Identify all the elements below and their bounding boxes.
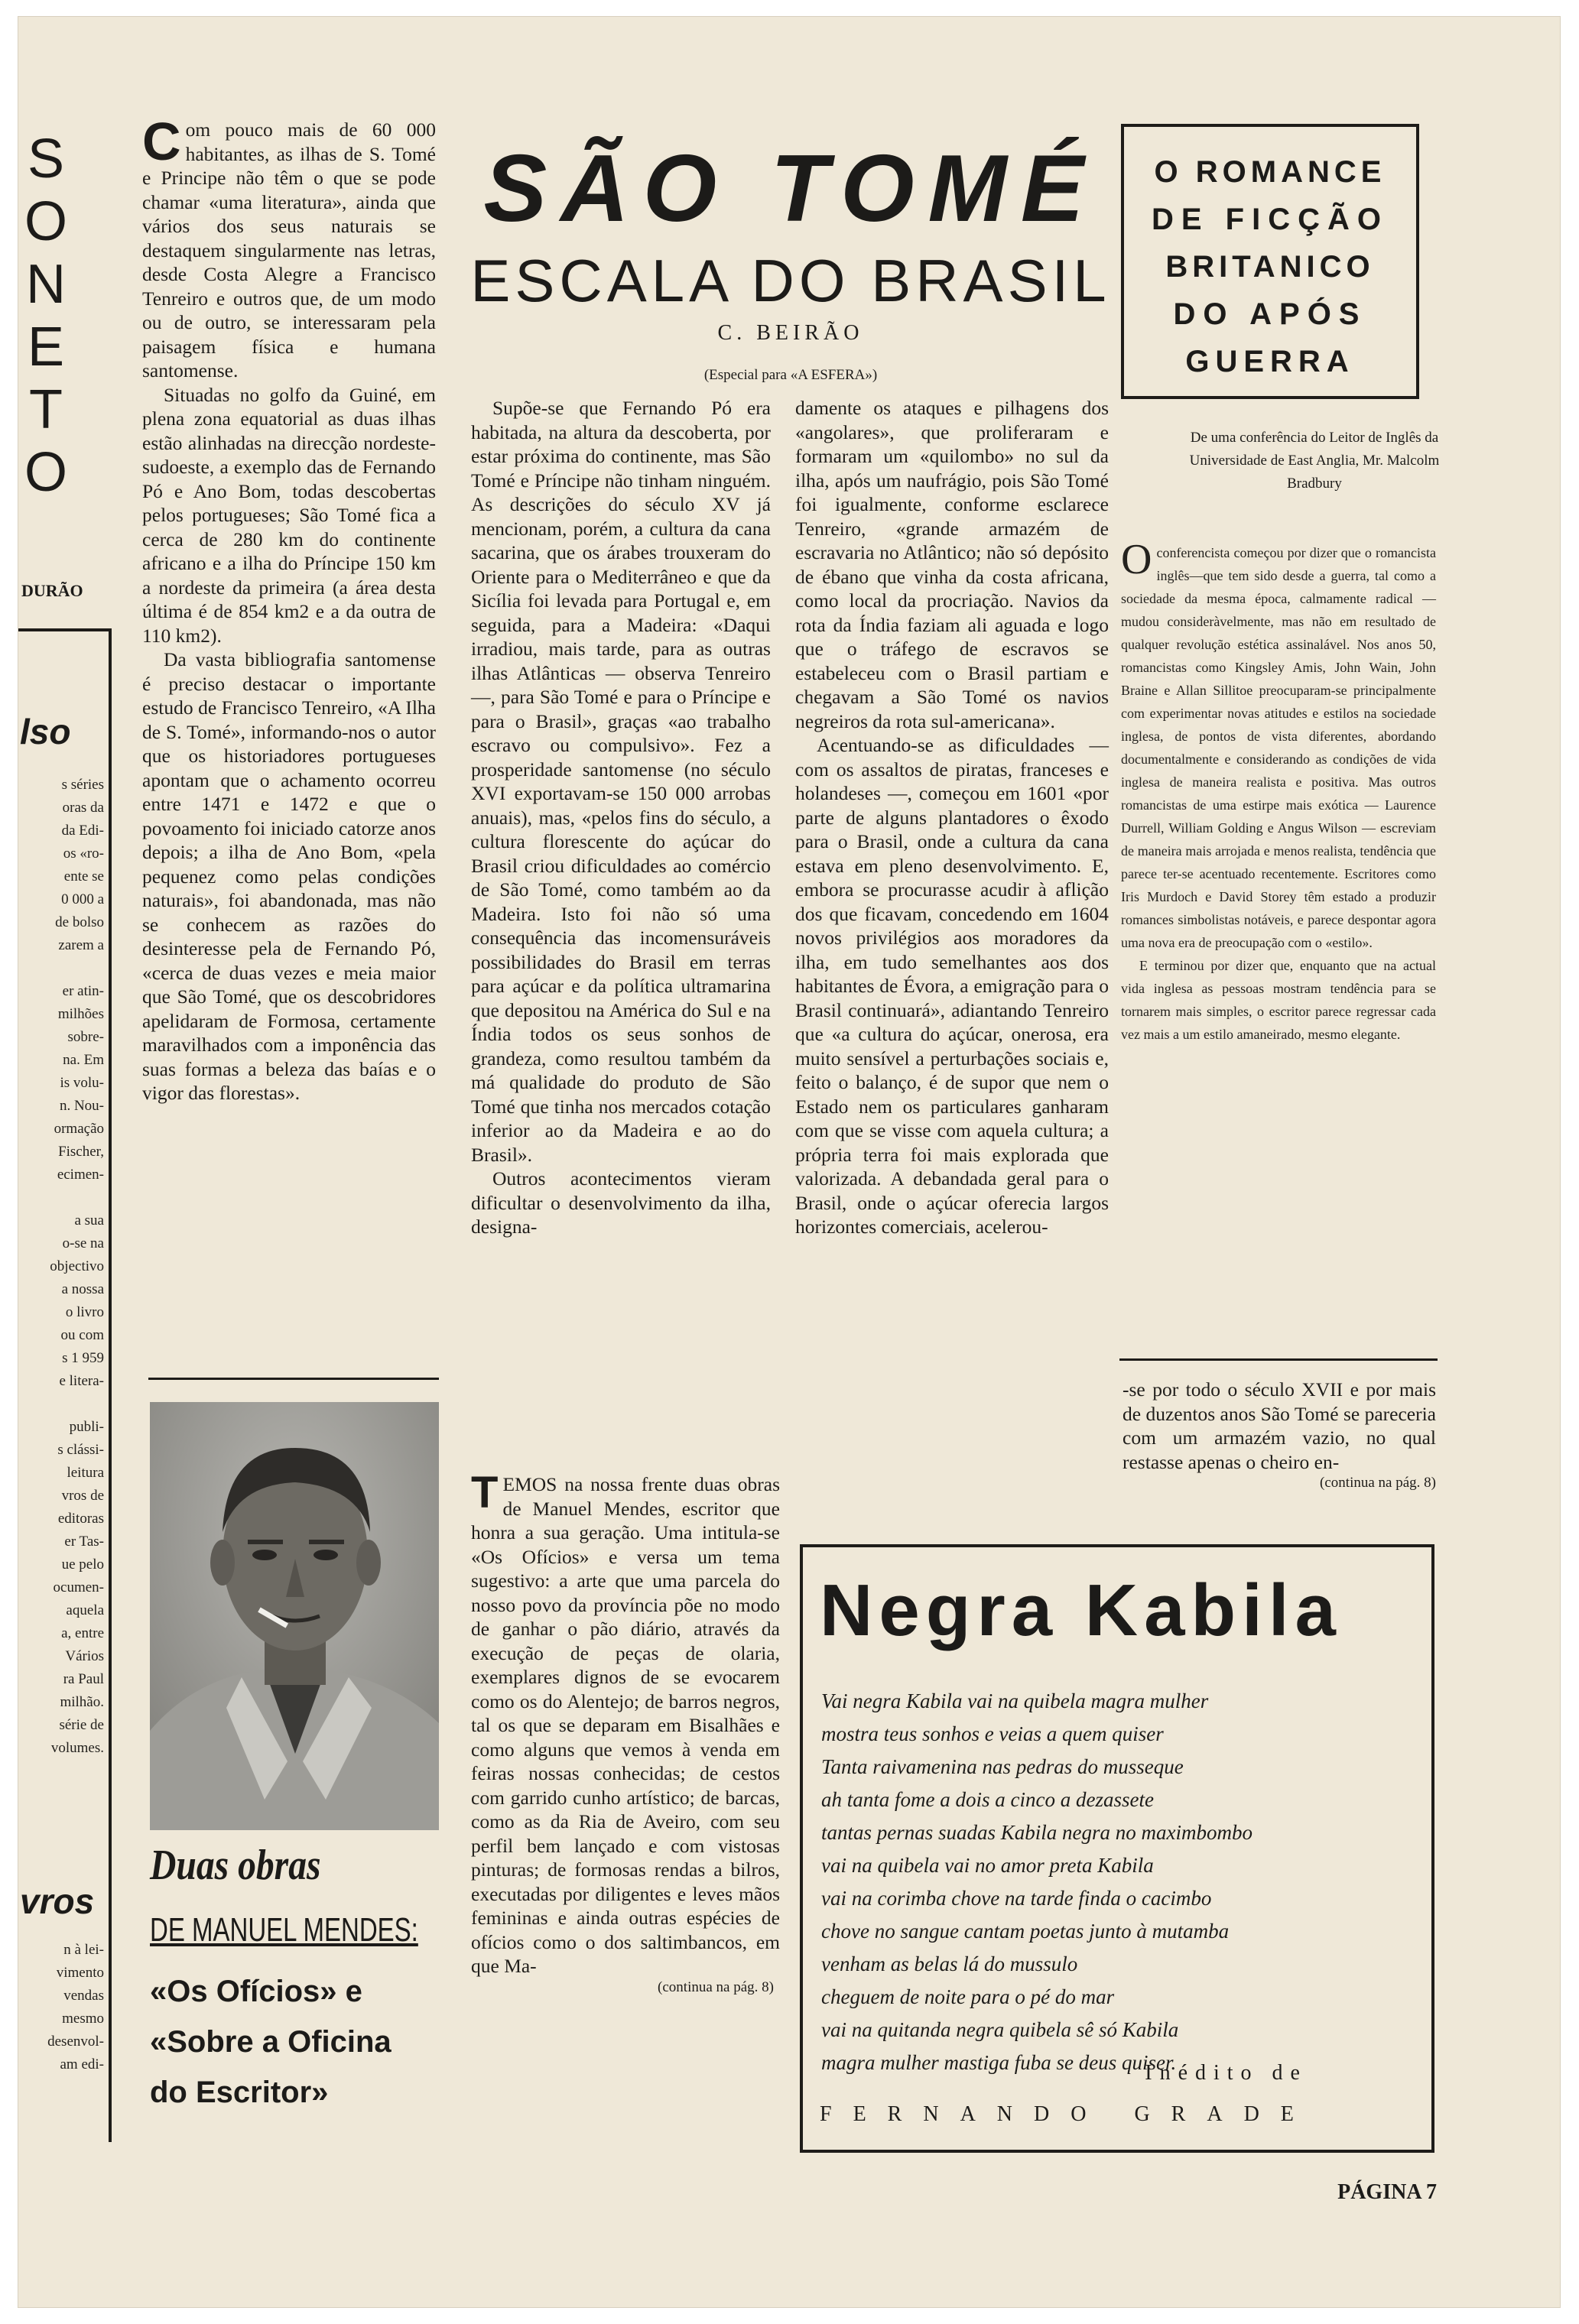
paragraph: Outros acontecimentos vieram dificultar o desenvolvimento da ilha, designa-	[471, 1167, 771, 1238]
paragraph: om pouco mais de 60 000 habitantes, as ilhas de S. Tomé e Principe não têm o que se pode chamar «uma literatura», ainda que vários dos seus naturais se destaquem singularmente nas letras, desde Costa Alegre a Francisco Tenreiro e outros que, de um modo ou de outro, se interessaram pela paisagem física e humana santomense.	[142, 118, 436, 381]
soneto-title	[18, 128, 73, 556]
poem-author: FERNANDO GRADE	[820, 2102, 1315, 2126]
fragment-line: os «ro-	[63, 846, 104, 862]
portrait-image	[150, 1402, 439, 1830]
sao-tome-subheadline: ESCALA DO BRASIL	[470, 247, 1111, 314]
paragraph: E terminou por dizer que, enquanto que na actual vida inglesa as pessoas mostram tendência para se tornarem mais simples, o escritor parece regressar cada vez mais a um estilo amaneirado, mesmo elegante.	[1121, 958, 1436, 1042]
fragment-line: ente se	[63, 868, 104, 884]
fragment-line: objectivo	[50, 1258, 104, 1274]
fragment-line: oras da	[62, 800, 104, 816]
fragment-line: vros de	[61, 1488, 104, 1504]
left-fragment-column-2	[18, 1939, 104, 2076]
fragment-line: n à lei-	[63, 1942, 104, 1958]
fragment-line: desenvol-	[47, 2034, 104, 2050]
poem-line: vai na quibela vai no amor preta Kabila	[821, 1854, 1154, 1877]
romance-title-line: GUERRA	[1185, 345, 1355, 378]
paragraph: Acentuando-se as dificuldades — com os assaltos de piratas, franceses e holandeses —, começou em 1601 «por parte de alguns plantadores o êxodo para o Brasil, onde a cultura da cana estava em pleno desenvolvimento. E, embora se procurasse acudir à aflição dos que ficavam, concedendo em 1604 novos privilégios aos moradores da ilha, em tudo semelhantes aos dos habitantes de Évora, a emigração para o Brasil continuará», adiantando Tenreiro que «a cultura do açúcar, onerosa, era muito sensível a perturbações sociais e, feito o balanço, é de supor que nem o Estado nem os particulares ganharam com que se visse com aquela cultura; a própria terra foi mais explorada que valorizada. A debandada geral para o Brasil, onde o açúcar oferecia largos horizontes comerciais, acelerou-	[795, 734, 1109, 1238]
fragment-line: o livro	[65, 1304, 104, 1320]
left-box-right-rule	[109, 628, 112, 2142]
fragment-line: da Edi-	[61, 823, 104, 839]
fragment-line: er Tas-	[64, 1534, 104, 1550]
column-rule	[148, 1378, 439, 1380]
author-photo	[150, 1402, 439, 1830]
fragment-line: editoras	[57, 1511, 104, 1527]
dropcap: O	[1121, 536, 1152, 583]
poem-line: tantas pernas suadas Kabila negra no maximbombo	[821, 1821, 1253, 1844]
fragment-line: ra Paul	[63, 1671, 104, 1687]
romance-intro: De uma conferência do Leitor de Inglês da Universidade de East Anglia, Mr. Malcolm Bradbury	[1189, 430, 1440, 492]
fragment-line: publi-	[69, 1419, 104, 1435]
fragment-line: a, entre	[61, 1625, 104, 1641]
fragment-line: a sua	[74, 1212, 104, 1229]
soneto-letter: O	[24, 191, 67, 252]
fragment-line: ormação	[54, 1121, 104, 1137]
fragment-line: sobre-	[67, 1029, 104, 1045]
fragment-line: e litera-	[59, 1373, 104, 1389]
paragraph: damente os ataques e pilhagens dos «angolares», que proliferaram e formaram um «quilombo» no sul da ilha, após um naufrágio, pois São Tomé foi igualmente, conforme esclarece Tenreiro, «grande armazém de escravaria no Atlântico; não só depósito de ébano que vinha da costa africana, como local da procriação. Navios da rota da Índia faziam ali aguada e logo que o tráfego de escravos se estabeleceu com o Brasil partiam e chegavam a São Tomé os navios negreiros da rota sul-americana».	[795, 397, 1109, 732]
fragment-line: Fischer,	[58, 1144, 104, 1160]
fragment-line: s 1 959	[62, 1350, 104, 1366]
fragment-line: milhões	[57, 1006, 104, 1022]
poem-line: magra mulher mastiga fuba se deus quiser.	[821, 2051, 1177, 2074]
soneto-letter: O	[24, 442, 67, 503]
fragment-line: a nossa	[61, 1281, 104, 1297]
fragment-line: ou com	[60, 1327, 104, 1343]
left-fragment-heading-2: vros	[20, 1881, 95, 1921]
romance-article	[1121, 536, 1436, 1046]
paragraph: Da vasta bibliografia santomense é preciso destacar o importante estudo de Francisco Tenreiro, «A Ilha de S. Tomé», informando-nos o autor que os historiadores portugueses apontam que o achamento ocorreu entre 1471 e 1472 e que o povoamento foi iniciado catorze anos depois; a ilha de Ano Bom, «pela pequenez como pelas condições naturais», foi abandonada, mas não se conhecem as razões do desinteresse pela de Fernando Pó, «cerca de duas vezes e meia maior que São Tomé, que os descobridores apelidaram de Formosa, certamente maravilhados com a imponência das suas formas a beleza das baías e o vigor das florestas».	[142, 648, 436, 1104]
romance-title-box	[1121, 124, 1419, 399]
continuation-note: (continua na pág. 8)	[1320, 1475, 1436, 1491]
fragment-line: zarem a	[58, 937, 104, 953]
column-rule	[1119, 1358, 1438, 1361]
page-number: PÁGINA 7	[1337, 2180, 1437, 2204]
fragment-line: milhão.	[60, 1694, 104, 1710]
works-line-3: do Escritor»	[150, 2076, 329, 2109]
paragraph: conferencista começou por dizer que o romancista inglês—que tem sido desde a guerra, tal como a sociedade da mesma época, calmamente radical — mudou consideràvelmente, mas não em resultado de qualquer revolução estética assinalável. Nos anos 50, romancistas como Kingsley Amis, John Wain, John Braine e Allan Sillitoe preocuparam-se principalmente com experimentar novas atitudes e estilos na sociedade inglesa, de pontos de vista diferentes, abordando documentalmente e considerando as condições de vida inglesa de maneira realista e positiva. Mas outros romancistas de uma estirpe mais exótica — Laurence Durrell, William Golding e Angus Wilson — escreviam de maneira mais arrojada e menos realista, tendência que parece ter-se acentuado recentemente. Escritores como Iris Murdoch e David Storey têm estado a produzir romances simbolistas notáveis, e parece despontar agora uma nova era de preocupação com o «estilo».	[1121, 545, 1436, 950]
poem-box	[800, 1544, 1434, 2153]
romance-title-line: DO APÓS	[1173, 297, 1367, 331]
romance-title-line: O ROMANCE	[1154, 155, 1386, 189]
manuel-mendes-article	[471, 1468, 780, 1997]
sao-tome-column-c	[1123, 1378, 1436, 1492]
newspaper-page	[18, 17, 1560, 2307]
manuel-mendes-subtitle: DE MANUEL MENDES:	[150, 1911, 418, 1949]
poem-inedito: Inédito de	[1145, 2061, 1308, 2085]
poem-line: vai na quitanda negra quibela sê só Kabila	[821, 2018, 1179, 2041]
soneto-letter: T	[29, 379, 63, 440]
sao-tome-column-b	[795, 396, 1109, 1239]
fragment-line	[18, 1393, 104, 1416]
fragment-line	[18, 1186, 104, 1209]
romance-title-line: BRITANICO	[1165, 250, 1375, 284]
fragment-line: ecimen-	[57, 1167, 104, 1183]
left-fragment-heading: lso	[20, 712, 71, 751]
soneto-letter: E	[27, 316, 65, 378]
paragraph: Situadas no golfo da Guiné, em plena zona equatorial as duas ilhas estão alinhadas na direcção nordeste-sudoeste, a exemplo das de Fernando Pó e Ano Bom, todas descobertas pelos portugueses; São Tomé fica a cerca de 280 km do continente africano e a ilha do Príncipe 150 km a nordeste da primeira (a área desta última é de 854 km2 e a da outra de 110 km2).	[142, 383, 436, 647]
poem-line: vai na corimba chove na tarde finda o cacimbo	[821, 1887, 1212, 1910]
poem-line: mostra teus sonhos e veias a quem quiser	[821, 1722, 1164, 1745]
fragment-line: ocumen-	[53, 1579, 104, 1595]
paragraph: Supõe-se que Fernando Pó era habitada, na altura da descoberta, por estar próxima do continente, mas São Tomé e Príncipe não tinham ninguém. As descrições do século XV já mencionam, porém, a cultura da cana sacarina, que os árabes trouxeram do Oriente para o Mediterrâneo e que da Sicília foi levada para Portugal e, em seguida, para a Madeira: «Daqui irradiou, mais tarde, para as outras ilhas Atlânticas — observa Tenreiro —, para São Tomé e para o Príncipe e para o Brasil», graças «ao trabalho escravo ou compulsivo». Fez a prosperidade santomense (no século XVI exportavam-se 150 000 arrobas anuais), mas, «pelos fins do século, a cultura florescente do açúcar do Brasil criou dificuldades ao comércio de São Tomé, como também ao da Madeira. Isto foi não só uma consequência das incomensuráveis possibilidades do Brasil em terras para açúcar e da política ultramarina que depositou na América do Sul e na Índia todos os seus sonhos de grandeza, como resultou também da má qualidade do produto de São Tomé que tinha nos mercados cotação inferior ao da Madeira e ao do Brasil».	[471, 397, 771, 1166]
dropcap: C	[142, 112, 181, 171]
poem-line: Vai negra Kabila vai na quibela magra mulher	[821, 1689, 1209, 1712]
sao-tome-headline: SÃO TOMÉ	[483, 136, 1098, 242]
fragment-line: vimento	[56, 1965, 104, 1981]
fragment-line: ue pelo	[61, 1556, 104, 1573]
soneto-letter: N	[26, 254, 66, 315]
byline: C. BEIRÃO	[717, 321, 864, 345]
fragment-line: leitura	[67, 1465, 104, 1481]
left-fragment-column	[18, 774, 104, 1760]
continuation-note: (continua na pág. 8)	[658, 1978, 774, 1995]
duas-obras-title: Duas obras	[150, 1842, 321, 1889]
intro-article	[142, 112, 436, 1105]
left-box-top-rule	[18, 628, 110, 631]
poem-title: Negra Kabila	[820, 1569, 1342, 1651]
fragment-line: na. Em	[63, 1052, 104, 1068]
fragment-line: de bolso	[55, 914, 104, 930]
soneto-letter: S	[27, 128, 65, 190]
fragment-line: n. Nou-	[59, 1098, 104, 1114]
poem-line: ah tanta fome a dois a cinco a dezassete	[821, 1788, 1154, 1811]
soneto-author: DURÃO	[21, 581, 83, 600]
fragment-line: am edi-	[60, 2056, 104, 2072]
fragment-line: is volu-	[60, 1075, 104, 1091]
poem-line: chove no sangue cantam poetas junto à mutamba	[821, 1920, 1230, 1943]
fragment-line: s clássi-	[57, 1442, 104, 1458]
sao-tome-column-a	[471, 396, 771, 1239]
poem-line: cheguem de noite para o pé do mar	[821, 1985, 1115, 2008]
fragment-line: vendas	[63, 1988, 104, 2004]
romance-title-line: DE FICÇÃO	[1152, 203, 1389, 236]
fragment-line: 0 000 a	[61, 891, 104, 907]
fragment-line: série de	[59, 1717, 104, 1733]
paragraph: -se por todo o século XVII e por mais de duzentos anos São Tomé se pareceria com um armazém vazio, no qual restasse apenas o cheiro en-	[1123, 1378, 1436, 1473]
works-line-1: «Os Ofícios» e	[150, 1975, 362, 2008]
fragment-line: mesmo	[62, 2011, 104, 2027]
poem-line: Tanta raivamenina nas pedras do musseque	[821, 1755, 1184, 1778]
dropcap: T	[471, 1468, 499, 1517]
paragraph: EMOS na nossa frente duas obras de Manuel Mendes, escritor que honra a sua geração. Uma intitula-se «Os Ofícios» e versa um tema sugestivo: a arte que uma parcela do nosso povo da província põe no modo de ganhar o pão diário, através da execução de peças de olaria, exemplares dignos de se evocarem como os do Alentejo; de barros negros, tal os que se deparam em Bisalhães e como alguns que vemos à venda em feiras nossas conhecidas; de cestos com garrido cunho artístico; de barcas, como as da Ria de Aveiro, com seu perfil bem lançado e com vistosas pinturas; de formosas rendas a bilros, executadas por diligentes e leves mãos femininas e ainda outras espécies de ofícios como o dos saltimbancos, em que Ma-	[471, 1473, 780, 1977]
poem-body	[821, 1685, 1418, 2079]
fragment-line: s séries	[61, 777, 104, 793]
fragment-line: volumes.	[50, 1740, 104, 1756]
poem-line: venham as belas lá do mussulo	[821, 1952, 1078, 1975]
fragment-line: Vários	[65, 1648, 104, 1664]
fragment-line: o-se na	[62, 1235, 104, 1251]
special-note: (Especial para «A ESFERA»)	[703, 367, 878, 383]
works-line-2: «Sobre a Oficina	[150, 2025, 392, 2059]
fragment-line	[18, 957, 104, 980]
fragment-line: er atin-	[62, 983, 104, 999]
fragment-line: aquela	[66, 1602, 104, 1618]
